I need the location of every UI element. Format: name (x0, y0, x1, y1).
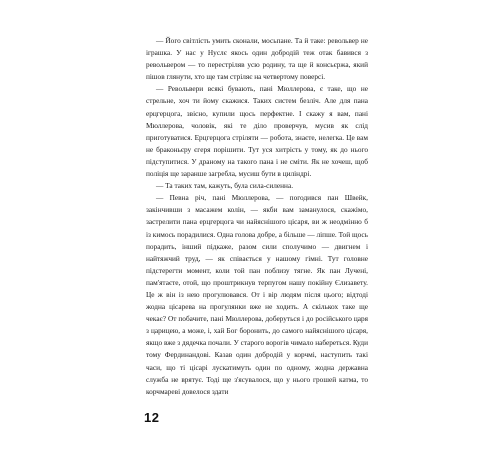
paragraph: — Револьвери всякі бувають, пані Мюллерова, є таке, що не стрельне, хоч ти йому скажися. Таких систем безліч. Але для пана ерцгерцога, звісно, купили щось перфектне. І скажу я вам, пані Мюллерова, чоловік, які те діло проверчув, мусив як слід приготуватися. Ерцгерцога стріляти — робота, знаєте, нелегка. Це вам не браконьєру єгеря порішити. Тут уся хитрість у тому, як до нього підступитися. У драному на такого пана і не сміти. Як не хочеш, щоб поліція ще заранше загребла, мусиш бути в циліндрі. (146, 84, 368, 179)
paragraph: — Його світлість умить сконали, мосьпане. Та й таке: револьвер не іграшка. У нас у Нуслє якось один добродій теж отак бавився з револьвером — то перестріляв усю родину, та ще й консьєржа, який пішов глянути, хто ще там стріляє на четвертому поверсі. (146, 36, 368, 82)
body-text (146, 35, 368, 398)
paragraph: — Певна річ, пані Мюллерова, — погодився пан Швейк, закінчивши з масажем колін, — якби вам заманулося, скажімо, застрелити пана ерцгерцога чи найяснішого цісаря, ви ж неодмінно б із кимось порадилися. Одна голова добре, а більше — ліпше. Той щось порадить, інший підкаже, разом сили сполучимо — двигнем і найтяжчий труд, — як співається у нашому гімні. Тут головне підстерегти момент, коли той пан поблизу тягне. Як пан Лучені, пам'ятаєте, отой, що проштрикнув терпугом нашу покійну Єлизавету. Це ж він із нею прогулювався. От і вір людям після цього; відтоді жодна цісарева на прогулянки вже не ходить. А скількох таке ще чекає? От побачите, пані Мюллерова, доберуться і до російського царя з царицею, а може, і, хай Бог боронить, до самого найяснішого цісаря, якщо вже з дядечка почали. У старого ворогів чимало набереться. Куди тому Фердинандові. Казав один добродій у корчмі, наступить такі часи, що ті цісарі лускатимуть один по одному, жодна державна служба не врятує. Тоді ще з'ясувалося, що у нього грошей катма, то корчмареві довелося здати (146, 193, 368, 396)
paragraph: — Та таких там, кажуть, була сила-силенна. (156, 181, 294, 191)
page-number: 12 (144, 410, 160, 425)
